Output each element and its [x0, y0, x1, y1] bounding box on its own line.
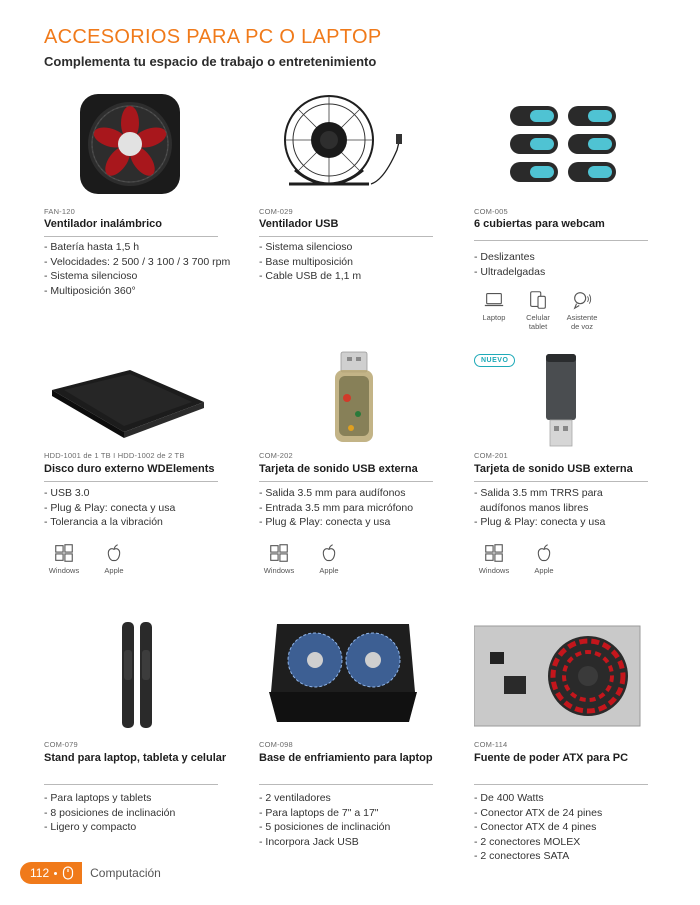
- compatibility-icons: [44, 542, 134, 575]
- product-name: Tarjeta de sonido USB externa: [259, 463, 418, 475]
- feature-item: - 8 posiciones de inclinación: [44, 806, 176, 819]
- product-name: Tarjeta de sonido USB externa: [474, 463, 633, 475]
- feature-item: - Salida 3.5 mm TRRS para: [474, 487, 603, 499]
- product-image-usb-fan: [259, 90, 447, 200]
- compat-windows: [259, 542, 299, 575]
- divider: [474, 784, 648, 785]
- apple-icon: [103, 542, 125, 564]
- product-code: COM-202: [259, 451, 293, 460]
- feature-item: - Velocidades: 2 500 / 3 100 / 3 700 rpm: [44, 255, 231, 268]
- compat-apple: [309, 542, 349, 575]
- feature-item: - De 400 Watts: [474, 792, 544, 804]
- compat-label: Apple: [104, 566, 124, 575]
- feature-item: - 5 posiciones de inclinación: [259, 821, 391, 833]
- feature-item: audífonos manos libres: [474, 501, 589, 514]
- compatibility-icons: [474, 542, 564, 575]
- feature-list: [44, 791, 175, 835]
- compat-label: Windows: [478, 566, 510, 575]
- feature-item: - Para laptops de 7" a 17": [259, 806, 379, 819]
- product-name: Ventilador USB: [259, 218, 339, 230]
- windows-icon: [483, 542, 505, 564]
- compat-label: Apple: [319, 566, 339, 575]
- product-code: COM-079: [44, 740, 78, 749]
- apple-icon: [318, 542, 340, 564]
- feature-item: - Plug & Play: conecta y usa: [474, 516, 606, 528]
- feature-item: - Sistema silencioso: [259, 241, 353, 253]
- compat-laptop: [474, 289, 514, 331]
- divider: [44, 481, 218, 482]
- product-image-usb-sound-dongle: [474, 340, 662, 450]
- product-image-power-supply: [474, 620, 662, 730]
- feature-item: - 2 conectores MOLEX: [474, 835, 581, 848]
- compat-windows: [44, 542, 84, 575]
- feature-list: [259, 240, 361, 284]
- compat-label: Celular tablet: [526, 313, 550, 331]
- feature-item: - USB 3.0: [44, 487, 90, 499]
- page-subtitle: Complementa tu espacio de trabajo o entretenimiento: [44, 54, 377, 69]
- compat-voice-assistant: [562, 289, 602, 331]
- product-name: Ventilador inalámbrico: [44, 218, 162, 230]
- feature-list: [474, 486, 605, 530]
- product-image-cooling-pad: [259, 620, 447, 730]
- feature-item: - Para laptops y tablets: [44, 792, 152, 804]
- product-code: COM-201: [474, 451, 508, 460]
- page-number: 112: [30, 866, 50, 880]
- feature-item: - Incorpora Jack USB: [259, 835, 359, 848]
- feature-item: - Sistema silencioso: [44, 270, 138, 282]
- laptop-icon: [483, 289, 505, 311]
- product-image-usb-sound-card: [259, 340, 447, 450]
- feature-item: - Entrada 3.5 mm para micrófono: [259, 501, 414, 514]
- page-footer: [20, 862, 161, 884]
- feature-item: - Cable USB de 1,1 m: [259, 270, 362, 282]
- feature-list: [44, 486, 175, 530]
- divider: [259, 784, 433, 785]
- feature-item: - Salida 3.5 mm para audífonos: [259, 487, 406, 499]
- product-code: COM-098: [259, 740, 293, 749]
- divider: [44, 236, 218, 237]
- feature-item: - 2 ventiladores: [259, 792, 331, 804]
- feature-item: - Ligero y compacto: [44, 821, 137, 833]
- divider: [474, 240, 648, 241]
- voice-assistant-icon: [571, 289, 593, 311]
- product-name: Fuente de poder ATX para PC: [474, 752, 629, 764]
- feature-item: - Plug & Play: conecta y usa: [259, 516, 391, 528]
- page-number-badge: [20, 862, 82, 884]
- product-code: COM-029: [259, 207, 293, 216]
- product-name: Stand para laptop, tableta y celular: [44, 752, 227, 764]
- product-code: COM-005: [474, 207, 508, 216]
- feature-list: [474, 791, 602, 864]
- windows-icon: [268, 542, 290, 564]
- feature-list: [259, 486, 413, 530]
- page-title: ACCESORIOS PARA PC O LAPTOP: [44, 26, 382, 48]
- feature-item: - Batería hasta 1,5 h: [44, 241, 140, 253]
- compat-label: Laptop: [482, 313, 506, 322]
- feature-item: - Deslizantes: [474, 251, 535, 263]
- product-code: HDD-1001 de 1 TB I HDD-1002 de 2 TB: [44, 451, 185, 460]
- feature-item: - Ultradelgadas: [474, 265, 546, 278]
- compat-label: Asistente de voz: [566, 313, 598, 331]
- divider: [44, 784, 218, 785]
- product-code: FAN-120: [44, 207, 75, 216]
- product-name: 6 cubiertas para webcam: [474, 218, 605, 230]
- compat-label: Windows: [48, 566, 80, 575]
- compat-apple: [94, 542, 134, 575]
- compat-label: Windows: [263, 566, 295, 575]
- feature-item: - 2 conectores SATA: [474, 850, 570, 862]
- mouse-icon: [62, 866, 74, 880]
- compat-windows: [474, 542, 514, 575]
- compatibility-icons: [259, 542, 349, 575]
- phone-tablet-icon: [527, 289, 549, 311]
- feature-item: - Plug & Play: conecta y usa: [44, 501, 176, 514]
- feature-item: - Conector ATX de 4 pines: [474, 821, 597, 833]
- section-name: Computación: [90, 866, 161, 880]
- feature-item: - Base multiposición: [259, 255, 353, 268]
- feature-list: [259, 791, 390, 849]
- product-image-webcam-covers: [474, 90, 662, 200]
- compat-label: Apple: [534, 566, 554, 575]
- divider: [259, 481, 433, 482]
- feature-list: [474, 250, 545, 279]
- product-name: Disco duro externo WDElements: [44, 463, 215, 475]
- product-image-wireless-fan: [44, 90, 232, 200]
- divider: [474, 481, 648, 482]
- feature-item: - Conector ATX de 24 pines: [474, 806, 603, 819]
- new-badge: NUEVO: [474, 354, 515, 367]
- compat-phone-tablet: [518, 289, 558, 331]
- separator-dot: [54, 872, 57, 875]
- product-image-external-hdd: [44, 340, 232, 450]
- windows-icon: [53, 542, 75, 564]
- product-code: COM-114: [474, 740, 508, 749]
- feature-item: - Tolerancia a la vibración: [44, 516, 163, 528]
- apple-icon: [533, 542, 555, 564]
- product-image-laptop-stand: [44, 620, 232, 730]
- compatibility-icons: [474, 289, 602, 331]
- feature-list: [44, 240, 230, 298]
- product-name: Base de enfriamiento para laptop: [259, 752, 433, 764]
- divider: [259, 236, 433, 237]
- feature-item: - Multiposición 360°: [44, 284, 136, 297]
- compat-apple: [524, 542, 564, 575]
